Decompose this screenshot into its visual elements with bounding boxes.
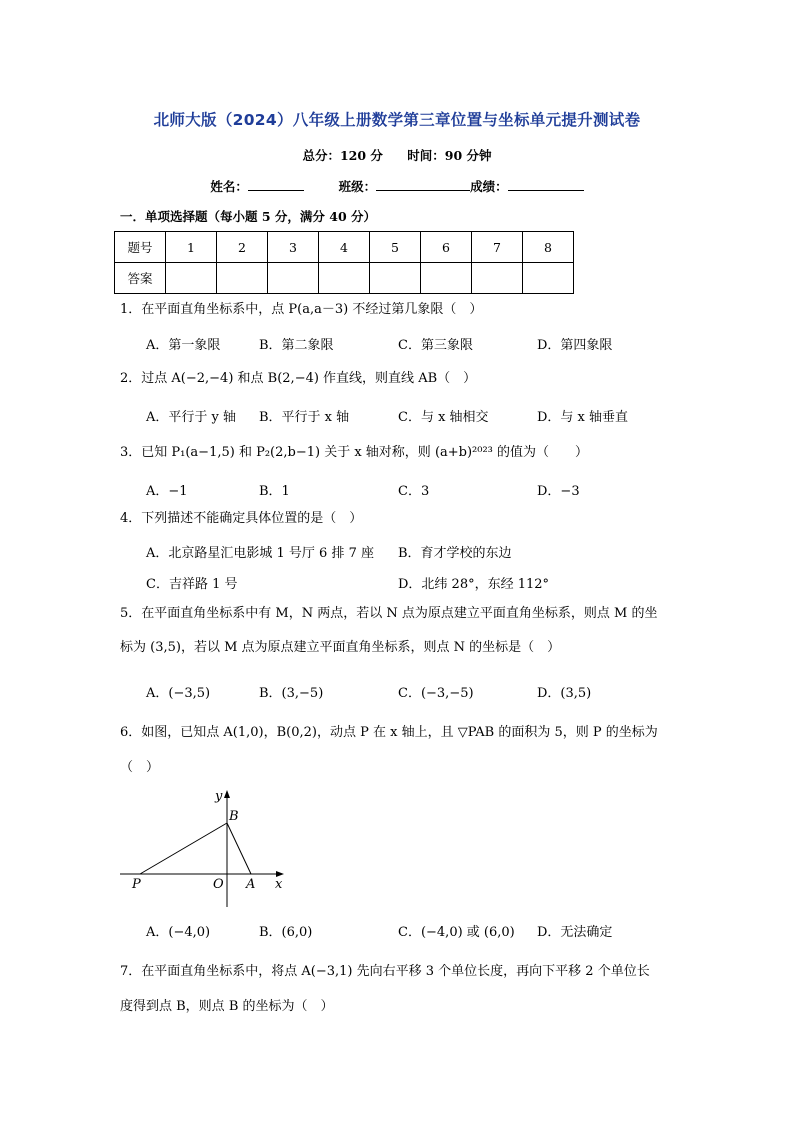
label-x: x [275,877,283,892]
answer-cell[interactable] [523,263,574,294]
question-number: 5 [370,232,421,263]
question-3-stem: 3．已知 P₁(a−1,5) 和 P₂(2,b−1) 关于 x 轴对称，则 (a+b)²⁰²³ 的值为（ ） [120,445,589,460]
label-b: B [229,809,239,824]
answer-cell[interactable] [268,263,319,294]
question-4-option-a[interactable]: A．北京路星汇电影城 1 号厅 6 排 7 座 [146,546,374,561]
table-row [115,263,574,294]
question-number: 2 [217,232,268,263]
answer-cell[interactable] [472,263,523,294]
student-info [0,177,794,195]
segment-ba [227,823,251,874]
question-2-stem: 2．过点 A(−2,−4) 和点 B(2,−4) 作直线，则直线 AB（ ） [120,371,477,386]
answer-header: 答案 [115,263,166,294]
question-4-option-b[interactable]: B．育才学校的东边 [398,546,512,561]
grade-label: 成绩： [470,179,508,194]
label-p: P [132,877,141,892]
question-6-option-c[interactable]: C．(−4,0) 或 (6,0) [398,925,515,940]
question-6-option-a[interactable]: A．(−4,0) [146,925,211,940]
question-6-stem-line-2: （ ） [120,760,160,775]
triangle-figure [118,785,298,910]
name-label: 姓名： [210,179,248,194]
answer-cell[interactable] [370,263,421,294]
question-3-option-b[interactable]: B．1 [259,484,290,499]
question-5-option-d[interactable]: D．(3,5) [537,686,592,701]
question-number-header: 题号 [115,232,166,263]
class-label: 班级： [338,179,377,194]
name-field[interactable] [248,178,304,191]
question-2-option-d[interactable]: D．与 x 轴垂直 [537,410,629,425]
question-2-option-b[interactable]: B．平行于 x 轴 [259,410,350,425]
section-heading: 一．单项选择题（每小题 5 分，满分 40 分） [120,209,377,224]
question-number: 4 [319,232,370,263]
question-7-stem-line-2: 度得到点 B，则点 B 的坐标为（ ） [120,999,334,1014]
question-4-option-c[interactable]: C．吉祥路 1 号 [146,577,238,592]
question-number: 3 [268,232,319,263]
label-y: y [215,789,223,804]
class-field[interactable] [376,178,470,191]
question-7-stem-line-1: 7．在平面直角坐标系中，将点 A(−3,1) 先向右平移 3 个单位长度，再向下平移 2 个单位长 [120,964,650,979]
question-5-option-a[interactable]: A．(−3,5) [146,686,211,701]
answer-cell[interactable] [217,263,268,294]
question-1-option-b[interactable]: B．第二象限 [259,338,334,353]
question-1-option-d[interactable]: D．第四象限 [537,338,613,353]
question-5-option-c[interactable]: C．(−3,−5) [398,686,474,701]
question-number: 7 [472,232,523,263]
question-3-option-d[interactable]: D．−3 [537,484,580,499]
question-2-option-c[interactable]: C．与 x 轴相交 [398,410,489,425]
question-3-option-c[interactable]: C．3 [398,484,430,499]
question-6-stem-line-1: 6．如图，已知点 A(1,0)，B(0,2)，动点 P 在 x 轴上，且 ▽PAB 的面积为 5，则 P 的坐标为 [120,725,658,740]
exam-title: 北师大版（2024）八年级上册数学第三章位置与坐标单元提升测试卷 [153,111,641,129]
question-5-stem-line-1: 5．在平面直角坐标系中有 M，N 两点，若以 N 点为原点建立平面直角坐标系，则点 M 的坐 [120,606,658,621]
label-a: A [246,877,256,892]
segment-pb [140,823,227,874]
question-3-option-a[interactable]: A．−1 [146,484,188,499]
question-1-option-a[interactable]: A．第一象限 [146,338,221,353]
question-1-option-c[interactable]: C．第三象限 [398,338,473,353]
answer-cell[interactable] [319,263,370,294]
answer-cell[interactable] [166,263,217,294]
question-number: 1 [166,232,217,263]
question-5-stem-line-2: 标为 (3,5)，若以 M 点为原点建立平面直角坐标系，则点 N 的坐标是（ ） [120,640,561,655]
question-2-option-a[interactable]: A．平行于 y 轴 [146,410,236,425]
question-4-option-d[interactable]: D．北纬 28°，东经 112° [398,577,550,592]
exam-meta [0,146,794,164]
answer-cell[interactable] [421,263,472,294]
y-axis-arrow [224,790,230,798]
answer-table [114,231,574,294]
question-6-option-b[interactable]: B．(6,0) [259,925,313,940]
question-5-option-b[interactable]: B．(3,−5) [259,686,324,701]
table-row [115,232,574,263]
question-1-stem: 1．在平面直角坐标系中，点 P(a,a－3) 不经过第几象限（ ） [120,302,483,317]
label-o: O [213,877,224,892]
question-number: 8 [523,232,574,263]
question-6-option-d[interactable]: D．无法确定 [537,925,613,940]
time-limit: 时间：90 分钟 [407,148,492,163]
grade-field[interactable] [508,178,584,191]
question-4-stem: 4．下列描述不能确定具体位置的是（ ） [120,511,363,526]
total-score: 总分：120 分 [302,148,383,163]
question-number: 6 [421,232,472,263]
